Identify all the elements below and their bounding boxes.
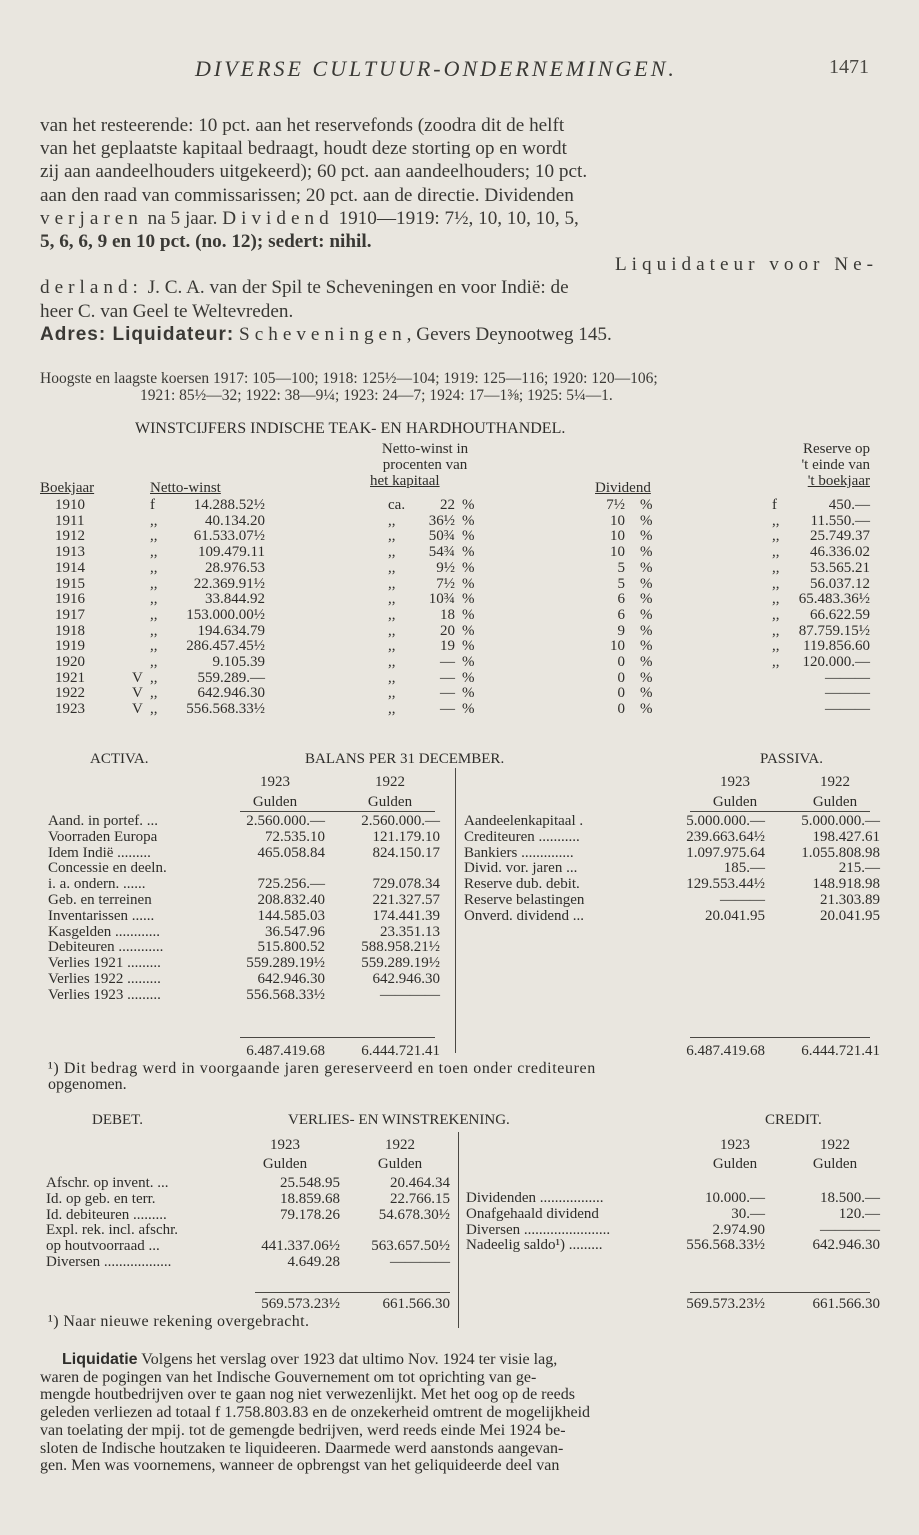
row-boekjaar: 1918 bbox=[55, 622, 85, 639]
debet-1922: 20.464.34 bbox=[390, 1175, 450, 1191]
row-dividend-unit: % bbox=[640, 622, 653, 639]
activa-label-item: Geb. en terreinen bbox=[48, 892, 152, 908]
credit-1922: ———— bbox=[820, 1221, 880, 1238]
row-pct-unit: % bbox=[462, 622, 475, 639]
balans-unit-2: Gulden bbox=[367, 794, 413, 810]
activa-1922: 729.078.34 bbox=[372, 876, 440, 893]
balans-total-left-1923: 6.487.419.68 bbox=[246, 1043, 325, 1059]
credit-1922: 120.— bbox=[838, 1205, 880, 1222]
row-reserve-currency: f bbox=[772, 497, 777, 513]
balans-rule-left bbox=[240, 811, 435, 812]
koersen-line-1: Hoogste en laagste koersen 1917: 105—100; 1918: 125½—104; 1919: 125—116; 1920: 120—106; bbox=[40, 370, 658, 387]
row-boekjaar: 1910 bbox=[55, 497, 85, 513]
balans-total-left-1922: 6.444.721.41 bbox=[361, 1043, 440, 1059]
vw-divider bbox=[458, 1132, 459, 1328]
activa-1923: 208.832.40 bbox=[257, 892, 325, 908]
row-dividend: 6 bbox=[617, 606, 625, 623]
running-title: DIVERSE CULTUUR-ONDERNEMINGEN. bbox=[195, 56, 677, 81]
balans-total-right-1922: 6.444.721.41 bbox=[801, 1043, 880, 1059]
row-dividend: 7½ bbox=[606, 497, 625, 513]
intro-line: zij aan aandeelhouders uitgekeerd); 60 pct. aan aandeelhouders; 10 pct. bbox=[40, 161, 588, 183]
row-pct-prefix: ,, bbox=[388, 544, 396, 561]
row-currency: ,, bbox=[150, 654, 158, 670]
credit-1923: 556.568.33½ bbox=[686, 1237, 765, 1254]
row-reserve: 11.550.— bbox=[810, 512, 870, 529]
passiva-1922: 5.000.000.— bbox=[801, 813, 880, 829]
row-dividend-unit: % bbox=[640, 528, 653, 545]
row-netto-winst: 28.976.53 bbox=[205, 559, 265, 576]
row-reserve: 119.856.60 bbox=[803, 638, 870, 655]
row-dividend: 0 bbox=[617, 654, 625, 670]
dividend-line: 5, 6, 6, 9 en 10 pct. (no. 12); sedert: nihil. bbox=[40, 231, 372, 253]
row-currency: ,, bbox=[150, 701, 158, 718]
vw-unit-2: Gulden bbox=[377, 1156, 423, 1172]
row-currency: ,, bbox=[150, 528, 158, 545]
row-dividend-unit: % bbox=[640, 606, 653, 623]
balans-year-2: 1922 bbox=[375, 774, 405, 790]
col-reserve-header-3: 't boekjaar bbox=[807, 473, 870, 489]
row-dividend-unit: % bbox=[640, 638, 653, 655]
row-pct-unit: % bbox=[462, 544, 475, 561]
koersen-block bbox=[40, 370, 890, 404]
activa-label-item: Verlies 1923 ......... bbox=[48, 986, 161, 1003]
row-pct-prefix: ,, bbox=[388, 669, 396, 686]
row-boekjaar: 1912 bbox=[55, 528, 85, 545]
row-boekjaar: 1917 bbox=[55, 606, 85, 623]
row-currency: ,, bbox=[150, 591, 158, 608]
passiva-1922: 21.303.89 bbox=[820, 892, 880, 908]
row-netto-winst: 559.289.— bbox=[197, 669, 265, 686]
debet-label-item: Afschr. op invent. ... bbox=[46, 1175, 169, 1191]
passiva-1923: 1.097.975.64 bbox=[686, 844, 765, 861]
activa-label-item: i. a. ondern. ...... bbox=[48, 876, 146, 893]
row-pct-prefix: ,, bbox=[388, 559, 396, 576]
vw-year-4: 1922 bbox=[820, 1137, 850, 1153]
activa-1923: 72.535.10 bbox=[265, 828, 325, 845]
passiva-label-item: Divid. vor. jaren ... bbox=[464, 860, 578, 877]
passiva-label-item: Reserve belastingen bbox=[464, 892, 585, 908]
row-verlies-mark: V bbox=[132, 701, 143, 718]
row-dividend: 0 bbox=[617, 701, 625, 718]
row-reserve: 53.565.21 bbox=[810, 559, 870, 576]
passiva-1923: 239.663.64½ bbox=[686, 828, 765, 845]
row-pct-prefix: ,, bbox=[388, 701, 396, 718]
row-reserve: 450.— bbox=[828, 497, 870, 513]
row-boekjaar: 1921 bbox=[55, 669, 85, 686]
activa-1923: 559.289.19½ bbox=[246, 955, 325, 972]
row-dividend-unit: % bbox=[640, 685, 653, 702]
intro-line: aan den raad van commissarissen; 20 pct. aan de directie. Dividenden bbox=[40, 184, 574, 206]
passiva-1922: 198.427.61 bbox=[812, 828, 880, 845]
activa-1923: 515.800.52 bbox=[257, 939, 325, 956]
balans-year-1: 1923 bbox=[260, 774, 290, 790]
vw-year-1: 1923 bbox=[270, 1137, 300, 1153]
debet-label-item: Diversen .................. bbox=[46, 1254, 172, 1270]
row-pct-prefix: ,, bbox=[388, 575, 396, 592]
row-verlies-mark: V bbox=[132, 685, 143, 702]
row-currency: f bbox=[150, 497, 155, 513]
row-dividend-unit: % bbox=[640, 544, 653, 561]
row-netto-winst: 286.457.45½ bbox=[186, 638, 265, 655]
debet-label-item: Expl. rek. incl. afschr. bbox=[46, 1222, 179, 1239]
row-netto-winst: 61.533.07½ bbox=[193, 528, 265, 545]
credit-label-item: Diversen ....................... bbox=[466, 1221, 611, 1238]
row-pct-prefix: ,, bbox=[388, 622, 396, 639]
activa-1922: 588.958.21½ bbox=[361, 939, 440, 956]
col-pct-header-3: het kapitaal bbox=[370, 473, 440, 489]
row-pct-prefix: ca. bbox=[388, 497, 406, 513]
row-pct-prefix: ,, bbox=[388, 606, 396, 623]
activa-1923: 36.547.96 bbox=[265, 923, 325, 940]
row-dividend-unit: % bbox=[640, 512, 653, 529]
credit-label-item: Dividenden ................. bbox=[466, 1190, 604, 1206]
activa-label-item: Debiteuren ............ bbox=[48, 939, 164, 956]
row-pct: 19 bbox=[440, 638, 455, 655]
row-reserve-currency: ,, bbox=[772, 528, 780, 545]
credit-label: CREDIT. bbox=[765, 1112, 822, 1128]
running-header bbox=[0, 56, 919, 86]
debet-1922: 54.678.30½ bbox=[378, 1206, 450, 1223]
row-currency: ,, bbox=[150, 575, 158, 592]
row-boekjaar: 1911 bbox=[55, 512, 85, 529]
row-netto-winst: 14.288.52½ bbox=[193, 497, 265, 513]
row-pct: — bbox=[440, 654, 455, 670]
row-boekjaar: 1922 bbox=[55, 685, 85, 702]
vw-total-right-1923: 569.573.23½ bbox=[686, 1296, 765, 1312]
activa-label-item: Kasgelden ............ bbox=[48, 923, 161, 940]
row-pct-unit: % bbox=[462, 591, 475, 608]
activa-1923: 556.568.33½ bbox=[246, 986, 325, 1003]
activa-label-item: Verlies 1922 ......... bbox=[48, 971, 161, 987]
row-reserve: ——— bbox=[825, 685, 870, 702]
row-pct-prefix: ,, bbox=[388, 638, 396, 655]
row-dividend-unit: % bbox=[640, 497, 653, 513]
balans-divider bbox=[455, 768, 456, 1053]
liquidatie-line: gen. Men was voornemens, wanneer de opbrengst van het geliquideerde deel van bbox=[40, 1457, 560, 1475]
row-reserve-currency: ,, bbox=[772, 512, 780, 529]
vw-title: VERLIES- EN WINSTREKENING. bbox=[288, 1112, 510, 1128]
balans-unit-3: Gulden bbox=[712, 794, 758, 810]
row-netto-winst: 194.634.79 bbox=[197, 622, 265, 639]
row-dividend-unit: % bbox=[640, 575, 653, 592]
passiva-label-item: Aandeelenkapitaal . bbox=[464, 813, 584, 829]
row-reserve: 25.749.37 bbox=[810, 528, 870, 545]
row-dividend-unit: % bbox=[640, 701, 653, 718]
activa-1922: 121.179.10 bbox=[372, 828, 440, 845]
credit-1922: 18.500.— bbox=[820, 1190, 880, 1206]
liquidatie-line: waren de pogingen van het Indische Gouvernement om tot oprichting van ge- bbox=[40, 1368, 537, 1386]
credit-1923: 10.000.— bbox=[705, 1190, 765, 1206]
debet-1922: 22.766.15 bbox=[390, 1190, 450, 1207]
passiva-1923: 129.553.44½ bbox=[686, 876, 765, 893]
activa-1922: 174.441.39 bbox=[372, 907, 440, 924]
row-pct-prefix: ,, bbox=[388, 528, 396, 545]
row-dividend-unit: % bbox=[640, 654, 653, 670]
row-pct-prefix: ,, bbox=[388, 512, 396, 529]
passiva-1923: 185.— bbox=[723, 860, 765, 877]
debet-label-item: Id. debiteuren ......... bbox=[46, 1206, 167, 1223]
row-reserve: 46.336.02 bbox=[810, 544, 870, 561]
row-reserve: ——— bbox=[825, 701, 870, 718]
col-pct-header-2: procenten van bbox=[382, 457, 468, 473]
passiva-1923: 5.000.000.— bbox=[686, 813, 765, 829]
row-pct-unit: % bbox=[462, 497, 475, 513]
row-pct: 54¾ bbox=[428, 544, 455, 561]
row-pct-unit: % bbox=[462, 685, 475, 702]
debet-1923: 18.859.68 bbox=[280, 1190, 340, 1207]
passiva-label-item: Reserve dub. debit. bbox=[464, 876, 580, 893]
balans-total-rule-left bbox=[240, 1037, 435, 1038]
activa-1923: 2.560.000.— bbox=[246, 813, 325, 829]
row-reserve-currency: ,, bbox=[772, 638, 780, 655]
row-reserve-currency: ,, bbox=[772, 544, 780, 561]
vw-total-left-1923: 569.573.23½ bbox=[261, 1296, 340, 1312]
balans-title: BALANS PER 31 DECEMBER. bbox=[305, 751, 505, 767]
activa-label-item: Verlies 1921 ......... bbox=[48, 955, 161, 972]
liquidatie-line-1: Liquidatie Volgens het verslag over 1923 dat ultimo Nov. 1924 ter visie lag, bbox=[62, 1351, 558, 1368]
row-pct: 7½ bbox=[436, 575, 455, 592]
balans-unit-4: Gulden bbox=[812, 794, 858, 810]
passiva-1922: 148.918.98 bbox=[812, 876, 880, 893]
activa-1923: 725.256.— bbox=[257, 876, 325, 893]
row-reserve: 56.037.12 bbox=[810, 575, 870, 592]
verjaren-line: verjaren na 5 jaar. Dividend 1910—1919: 7½, 10, 10, 10, 5, bbox=[40, 207, 579, 229]
row-pct-unit: % bbox=[462, 606, 475, 623]
row-reserve-currency: ,, bbox=[772, 559, 780, 576]
activa-label-item: Concessie en deeln. bbox=[48, 860, 167, 877]
row-verlies-mark: V bbox=[132, 669, 143, 686]
balans-total-rule-right bbox=[690, 1037, 870, 1038]
debet-1923: 441.337.06½ bbox=[261, 1238, 340, 1255]
vw-unit-4: Gulden bbox=[812, 1156, 858, 1172]
row-reserve-currency: ,, bbox=[772, 606, 780, 623]
row-dividend: 9 bbox=[617, 622, 625, 639]
col-reserve-header-2: 't einde van bbox=[801, 457, 870, 473]
row-dividend-unit: % bbox=[640, 559, 653, 576]
row-pct: 20 bbox=[440, 622, 455, 639]
credit-1923: 2.974.90 bbox=[712, 1221, 765, 1238]
activa-1922: 559.289.19½ bbox=[361, 955, 440, 972]
row-netto-winst: 109.479.11 bbox=[198, 544, 265, 561]
passiva-1923: 20.041.95 bbox=[705, 907, 765, 924]
activa-1923: 144.585.03 bbox=[257, 907, 325, 924]
row-reserve-currency: ,, bbox=[772, 622, 780, 639]
row-pct-unit: % bbox=[462, 575, 475, 592]
row-pct-unit: % bbox=[462, 654, 475, 670]
balans-footnote-2: opgenomen. bbox=[48, 1076, 127, 1093]
row-boekjaar: 1916 bbox=[55, 591, 85, 608]
intro-line: van het resteerende: 10 pct. aan het reservefonds (zoodra dit de helft bbox=[40, 115, 565, 136]
row-reserve: ——— bbox=[825, 669, 870, 686]
row-currency: ,, bbox=[150, 685, 158, 702]
activa-1922: ———— bbox=[380, 986, 440, 1003]
row-currency: ,, bbox=[150, 606, 158, 623]
row-currency: ,, bbox=[150, 512, 158, 529]
row-boekjaar: 1913 bbox=[55, 544, 85, 561]
row-pct-unit: % bbox=[462, 638, 475, 655]
credit-1922: 642.946.30 bbox=[812, 1237, 880, 1254]
debet-label: DEBET. bbox=[92, 1112, 143, 1128]
activa-1923: 642.946.30 bbox=[257, 971, 325, 987]
vw-total-right-1922: 661.566.30 bbox=[812, 1296, 880, 1312]
row-netto-winst: 9.105.39 bbox=[212, 654, 265, 670]
col-dividend-header: Dividend bbox=[595, 480, 651, 496]
row-reserve-currency: ,, bbox=[772, 591, 780, 608]
row-dividend: 10 bbox=[610, 512, 625, 529]
col-netto-header: Netto-winst bbox=[150, 480, 221, 496]
row-pct: 9½ bbox=[436, 559, 455, 576]
row-pct-unit: % bbox=[462, 559, 475, 576]
row-pct-prefix: ,, bbox=[388, 591, 396, 608]
row-pct: — bbox=[440, 669, 455, 686]
liquidatie-line: mengde houtbedrijven over te gaan nog niet verwezenlijkt. Met het oog op de reeds bbox=[40, 1386, 575, 1404]
row-reserve: 120.000.— bbox=[802, 654, 870, 670]
debet-1922: 563.657.50½ bbox=[371, 1238, 450, 1255]
vw-total-rule-right bbox=[690, 1292, 870, 1293]
row-dividend-unit: % bbox=[640, 591, 653, 608]
intro-paragraph bbox=[40, 114, 878, 346]
credit-label-item: Onafgehaald dividend bbox=[466, 1205, 599, 1222]
row-pct: 50¾ bbox=[428, 528, 455, 545]
row-pct: 18 bbox=[440, 606, 455, 623]
col-reserve-header-1: Reserve op bbox=[802, 441, 870, 457]
row-reserve-currency: ,, bbox=[772, 654, 780, 670]
balans-year-3: 1923 bbox=[720, 774, 750, 790]
debet-1922: ———— bbox=[390, 1254, 450, 1270]
row-netto-winst: 556.568.33½ bbox=[186, 701, 265, 718]
balans-footnote: ¹) Dit bedrag werd in voorgaande jaren gereserveerd en toen onder crediteuren bbox=[48, 1060, 596, 1077]
row-pct-prefix: ,, bbox=[388, 685, 396, 702]
row-dividend: 5 bbox=[617, 559, 625, 576]
vw-year-3: 1923 bbox=[720, 1137, 750, 1153]
row-dividend: 10 bbox=[610, 528, 625, 545]
koersen-line-2: 1921: 85½—32; 1922: 38—9¼; 1923: 24—7; 1924: 17—1⅜; 1925: 5¼—1. bbox=[140, 387, 613, 404]
credit-label-item: Nadeelig saldo¹) ......... bbox=[466, 1237, 603, 1254]
passiva-label-item: Bankiers .............. bbox=[464, 844, 574, 861]
vw-unit-3: Gulden bbox=[712, 1156, 758, 1172]
activa-label: ACTIVA. bbox=[90, 751, 149, 767]
debet-label-item: Id. op geb. en terr. bbox=[46, 1190, 156, 1207]
row-pct: — bbox=[440, 685, 455, 702]
row-boekjaar: 1915 bbox=[55, 575, 85, 592]
row-pct: 10¾ bbox=[428, 591, 455, 608]
liquidateur-line: Liquidateur voor Ne- bbox=[614, 254, 878, 276]
intro-line: van het geplaatste kapitaal bedraagt, houdt deze storting op en wordt bbox=[40, 138, 567, 160]
liquidatie-line: van toelating der mpij. tot de gemengde bedrijven, werd reeds einde Mei 1924 be- bbox=[40, 1421, 566, 1439]
activa-label-item: Voorraden Europa bbox=[48, 828, 158, 845]
row-pct: 36½ bbox=[428, 512, 455, 529]
row-currency: ,, bbox=[150, 638, 158, 655]
balans-total-right-1923: 6.487.419.68 bbox=[686, 1043, 765, 1059]
liquidateur-line-2: derland: J. C. A. van der Spil te Scheveningen en voor Indië: de bbox=[40, 277, 569, 299]
row-dividend: 5 bbox=[617, 575, 625, 592]
row-currency: ,, bbox=[150, 544, 158, 561]
row-pct: 22 bbox=[440, 497, 455, 513]
balans-year-4: 1922 bbox=[820, 774, 850, 790]
vw-footnote: ¹) Naar nieuwe rekening overgebracht. bbox=[48, 1313, 310, 1330]
row-dividend: 6 bbox=[617, 591, 625, 608]
row-dividend: 10 bbox=[610, 638, 625, 655]
passiva-label: PASSIVA. bbox=[760, 751, 823, 767]
row-boekjaar: 1919 bbox=[55, 638, 85, 655]
row-reserve: 65.483.36½ bbox=[798, 591, 870, 608]
row-reserve-currency: ,, bbox=[772, 575, 780, 592]
passiva-1922: 20.041.95 bbox=[820, 907, 880, 924]
passiva-1923: ——— bbox=[720, 892, 765, 908]
debet-1923: 79.178.26 bbox=[280, 1206, 340, 1223]
liquidateur-line-3: heer C. van Geel te Weltevreden. bbox=[40, 300, 294, 322]
col-pct-header-1: Netto-winst in bbox=[381, 441, 469, 457]
row-boekjaar: 1923 bbox=[55, 701, 85, 718]
liquidatie-line: sloten de Indische houtzaken te liquideeren. Daarmede werd aanstonds aangevan- bbox=[40, 1439, 564, 1457]
passiva-1922: 215.— bbox=[838, 860, 880, 877]
row-boekjaar: 1920 bbox=[55, 654, 85, 670]
row-boekjaar: 1914 bbox=[55, 559, 85, 576]
row-pct: — bbox=[440, 701, 455, 718]
balans-rule-right bbox=[690, 811, 870, 812]
liquidatie-paragraph bbox=[40, 1351, 882, 1475]
vw-unit-1: Gulden bbox=[262, 1156, 308, 1172]
row-dividend: 0 bbox=[617, 669, 625, 686]
row-netto-winst: 153.000.00½ bbox=[186, 606, 265, 623]
row-netto-winst: 40.134.20 bbox=[205, 512, 265, 529]
row-reserve: 87.759.15½ bbox=[798, 622, 870, 639]
activa-1923: 465.058.84 bbox=[257, 844, 325, 861]
row-netto-winst: 33.844.92 bbox=[205, 591, 265, 608]
adres-line: Adres: Liquidateur: Scheveningen, Gevers Deynootweg 145. bbox=[40, 323, 612, 345]
page-number: 1471 bbox=[829, 56, 869, 78]
passiva-label-item: Onverd. dividend ... bbox=[464, 907, 584, 924]
row-currency: ,, bbox=[150, 669, 158, 686]
activa-label-item: Inventarissen ...... bbox=[48, 907, 155, 924]
vw-total-rule-left bbox=[255, 1292, 450, 1293]
debet-1923: 4.649.28 bbox=[287, 1254, 340, 1270]
row-pct-unit: % bbox=[462, 512, 475, 529]
row-pct-unit: % bbox=[462, 701, 475, 718]
activa-1922: 2.560.000.— bbox=[361, 813, 440, 829]
passiva-1922: 1.055.808.98 bbox=[801, 844, 880, 861]
activa-label-item: Idem Indië ......... bbox=[48, 844, 151, 861]
activa-1922: 642.946.30 bbox=[372, 971, 440, 987]
row-netto-winst: 642.946.30 bbox=[197, 685, 265, 702]
balans-unit-1: Gulden bbox=[252, 794, 298, 810]
credit-1923: 30.— bbox=[731, 1205, 765, 1222]
row-pct-prefix: ,, bbox=[388, 654, 396, 670]
row-pct-unit: % bbox=[462, 669, 475, 686]
winstcijfers-title: WINSTCIJFERS INDISCHE TEAK- EN HARDHOUTHANDEL. bbox=[135, 420, 566, 437]
row-pct-unit: % bbox=[462, 528, 475, 545]
passiva-label-item: Crediteuren ........... bbox=[464, 828, 580, 845]
col-boekjaar-header: Boekjaar bbox=[40, 480, 95, 496]
debet-1923: 25.548.95 bbox=[280, 1175, 340, 1191]
vw-year-2: 1922 bbox=[385, 1137, 415, 1153]
debet-label-item: op houtvoorraad ... bbox=[46, 1238, 160, 1255]
row-reserve: 66.622.59 bbox=[810, 606, 870, 623]
row-currency: ,, bbox=[150, 622, 158, 639]
row-dividend-unit: % bbox=[640, 669, 653, 686]
activa-1922: 221.327.57 bbox=[372, 892, 440, 908]
row-currency: ,, bbox=[150, 559, 158, 576]
row-dividend: 0 bbox=[617, 685, 625, 702]
activa-1922: 824.150.17 bbox=[372, 844, 440, 861]
row-netto-winst: 22.369.91½ bbox=[193, 575, 265, 592]
row-dividend: 10 bbox=[610, 544, 625, 561]
activa-label-item: Aand. in portef. ... bbox=[48, 813, 158, 829]
activa-1922: 23.351.13 bbox=[380, 923, 440, 940]
vw-total-left-1922: 661.566.30 bbox=[382, 1296, 450, 1312]
liquidatie-line: geleden verliezen ad totaal f 1.758.803.83 en de onzekerheid omtrent de mogelijkheid bbox=[40, 1404, 591, 1422]
